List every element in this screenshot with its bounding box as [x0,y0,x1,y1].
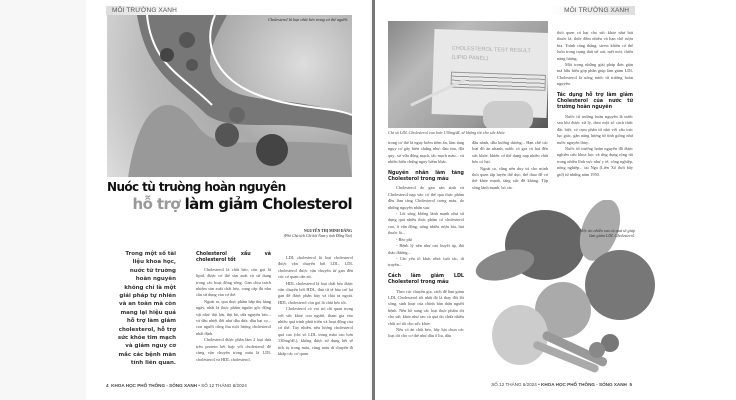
photo-caption: Chỉ số LDL Cholesterol cao hơn 130mg/dL sẽ không tốt cho sức khỏe. [388,130,506,135]
paragraph: Ngoài ra, cũng nên duy trì cho mình thói quen tập luyện thể dục, thể thao để cơ thể khỏe mạnh, tăng sức đề kháng. Tập sống lành mạnh, bỏ các [472,165,548,190]
paragraph: Một trong những giải pháp đơn giản mà hữu hiệu góp phần giúp làm giảm LDL Cholesterol là uống nước từ trường hoàn nguyên. [557,62,633,87]
byline [284,229,352,239]
vegetables-caption: Việc ăn nhiều rau củ quả sẽ giúp làm giảm LDL Cholesterol. [580,228,635,238]
section-heading: Cách làm giảm LDL Cholesterol trong máu [388,273,464,286]
column-2 [472,140,548,191]
section-header: MÔI TRƯỜNG XANH [550,6,635,15]
article-title [107,180,352,213]
photo-subheading: (LIPID PANEL) [451,54,489,62]
page-footer: 4 KHOA HỌC PHỔ THÔNG - SỐNG XANH • SỐ 12 THÁNG 6/2024 [106,383,247,388]
page-number: 5 [629,382,632,387]
image-caption: Cholesterol là loại chất béo trong cơ thể người. [268,17,348,22]
paragraph: Cholesterol được phân làm 2 loại dựa trên protein kết hợp với cholesterol để cùng vận chuyển trong máu là LDL cholesterol và HDL cholesterol. [196,337,271,362]
section-heading: Tác dụng hỗ trợ làm giảm Cholesterol của nước từ trường hoàn nguyên [557,92,633,111]
right-page [372,0,736,400]
column-1 [388,140,464,340]
page-footer: SỐ 12 THÁNG 6/2024 • KHOA HỌC PHỔ THÔNG - SỐNG XANH 5 [491,382,632,387]
paragraph: thói quen có hại cho sức khỏe như hút thuốc lá, thức đêm nhiều và hạn chế rượu bia. Tránh căng thẳng, stress khiến cơ thể luôn trong trạng thái uể oải, mệt mỏi, thiếu năng lượng. [557,30,633,61]
paragraph: - Bệnh lý nền như cao huyết áp, đái tháo đường... [388,243,464,255]
paragraph: - Các yếu tố khác như: tuổi tác, di truyền... [388,255,464,268]
paragraph: Nước từ trường hoàn nguyên là nước sau khi được xử lý, theo một số cách thức đặc biệt, có cụm phân tử nhỏ với cấu trúc lục giác, gần năng lượng từ tính giống như nước nguyên thủy. [557,113,633,145]
column-1 [196,252,271,363]
paragraph: Theo các chuyên gia, cách để làm giảm LDL Cholesterol tốt nhất đó là thay đổi lối sống, sinh hoạt của chính bản thân người bệnh. Nên bổ sung các loại thực phẩm tốt cho sức khỏe như rau củ quả do chứa nhiều chất xơ tốt cho sức khỏe. [388,288,464,326]
magazine-name: KHOA HỌC PHỔ THÔNG - SỐNG XANH [541,382,627,387]
paragraph: - Béo phì [396,236,412,242]
paragraph: Cholesterol do gan sản sinh và Cholesterol nạp vào cơ thể qua thực phẩm đều làm tăng Cholesterol trong máu, do những nguyên nhân sau: [388,185,464,210]
paragraph: đậu nành, dầu hướng dương... Hạn chế các loại đồ ăn nhanh, nước có gas có hại đến sức khỏe, khiến cơ thể dung nạp nhiều chất béo có hại. [472,140,548,165]
issue-info: SỐ 12 THÁNG 6/2024 [491,382,537,387]
magazine-name: KHOA HỌC PHỔ THÔNG - SỐNG XANH [111,383,197,388]
title-highlight: hỗ trợ [132,195,180,213]
paragraph: Cholesterol là chất béo, còn gọi là lipid, được cơ thể sản xuất và sử dụng trong các hoạt động sống. Gan chịu trách nhiệm sản xuất chất béo, cung cấp đủ nhu cầu sử dụng của cơ thể. [196,266,271,298]
paragraph: HDL cholesterol là loại chất béo được vận chuyển bởi HDL, đưa từ tế bào trở lại gan để được phân hủy và thải ra ngoài. HDL cholesterol còn gọi là chất béo tốt. [278,280,353,305]
test-result-photo [388,21,548,128]
section-header: MÔI TRƯỜNG XANH [106,6,183,15]
section-heading: Nguyên nhân làm tăng Cholesterol trong máu [388,170,464,183]
paragraph: Cholesterol có vai trò rất quan trọng với sức khỏe con người, tham gia vào nhiều quá trình phát triển và hoạt động của cơ thể. Tuy nhiên, nếu lượng cholesterol quá cao (chỉ số LDL trong máu cao hơn 130mg/dL), không được sử dụng hết sẽ tích tụ trong máu, cùng máu di chuyển đi khắp các cơ quan [278,306,353,357]
column-3 [557,30,633,178]
vegetables-illustration [475,200,660,380]
paragraph: LDL cholesterol là loại cholesterol được vận chuyển bởi LDL. LDL cholesterol được vận chuyển từ gan đến các cơ quan cần nó. [278,255,353,280]
page-number: 4 [106,383,109,388]
artery-illustration [107,15,352,177]
author-name: NGUYỄN THỊ MINH ĐĂNG [303,229,352,233]
paragraph: Ngoài ra, qua thực phẩm hấp thụ hàng ngày, nhất là thực phẩm nguồn gốc động vật như: thịt lợn, thịt bò, sữa nguyên béo... và dầu nhiệt đới như dầu dừa, dầu hạt cọ... con người cũng thu một lượng cholesterol nhất định. [196,298,271,336]
paragraph: Nếu có ăn chất béo, hãy lựa chọn các loại tốt cho cơ thể như dầu ô liu, dầu [388,326,464,339]
paragraph: Nước từ trường hoàn nguyên đã được nghiên cứu khoa học và ứng dụng rộng rãi trong nhiều lĩnh vực như y tế, công nghiệp, nông nghiệp... tại Nga (Liên Xô thời bấy giờ) từ những năm 1950. [557,145,633,177]
pull-quote: Trong một số tài liệu khoa học, nuớc từ truờng hoàn nguyên không chỉ là một giải pháp tự nhiên và an toàn mà còn mang lại hiệu quả hỗ trợ làm giảm cholesterol, hỗ trợ sức khỏe tim mạch và giảm nguy cơ mắc các bệnh mãn tính liên quan. [117,251,176,367]
author-role: (Phó Chủ tịch Chi hội Nam y tỉnh Đồng Nai) [283,234,352,238]
photo-heading: CHOLESTEROL TEST RESULT [451,45,531,55]
left-page [86,0,370,400]
title-line-1: Nuóc tù truòng hoàn nguyên [107,180,286,194]
column-2 [278,255,353,358]
section-heading: Cholesterol xấu và cholesterol tốt [196,252,271,264]
title-line-2: làm giảm Cholesterol [184,195,352,213]
paragraph: trong cơ thể là nguy hiểm tiềm ẩn, làm tăng nguy cơ gây biến chứng như: đau tim, đột quỵ, xơ vữa động mạch, tắc mạch máu... và nhiều biến chứng nguy hiểm khác. [388,140,464,165]
paragraph: - Lối sống không lành mạnh như sử dụng quá nhiều thực phẩm có cholesterol cao, ít vận động, uống nhiều rượu bia, hút thuốc lá... [388,211,464,236]
issue-info: SỐ 12 THÁNG 6/2024 [201,383,247,388]
